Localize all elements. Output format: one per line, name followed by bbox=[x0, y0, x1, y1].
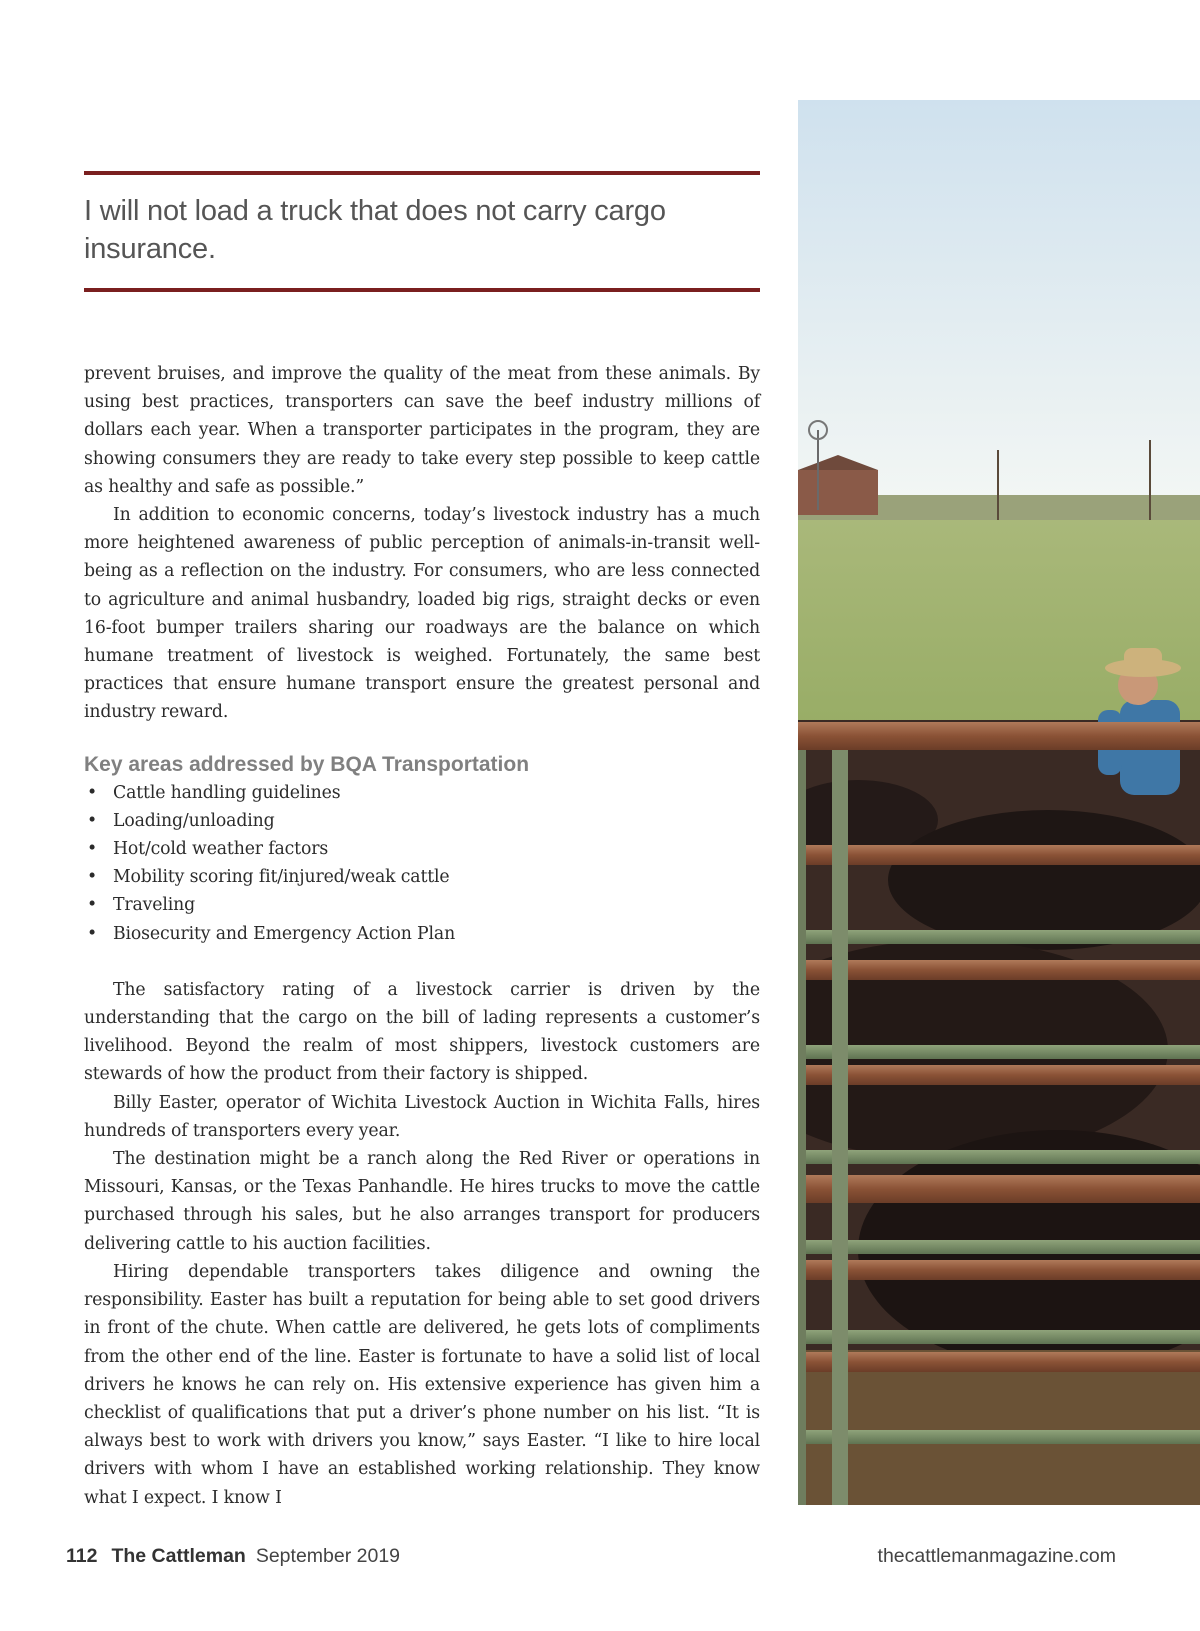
bullet-icon: • bbox=[87, 923, 98, 944]
pull-quote: I will not load a truck that does not carry cargo insurance. bbox=[84, 195, 666, 265]
article-paragraph: In addition to economic concerns, today’s livestock industry has a much more heightened awareness of public perception of animals-in-transit well-being as a reflection on the industry. For consumers, who are less connected to agriculture and animal husbandry, loaded big rigs, straight decks or even 16-foot bumper trailers sharing our roadways are the balance on which humane treatment of livestock is weighed. Fortunately, the same best practices that ensure humane transport ensure the greatest personal and industry reward. bbox=[84, 505, 760, 723]
article-paragraph: Hiring dependable transporters takes diligence and owning the responsibility. Easter has built a reputation for being able to set good drivers in front of the chute. When cattle are delivered, he gets lots of compliments from the other end of the line. Easter is fortunate to have a solid list of local drivers he knows he can rely on. His extensive experience has given him a checklist of qualifications that put a driver’s phone number on his list. “It is always best to work with drivers you know,” says Easter. “I like to hire local drivers with whom I have an established working relationship. They know what I expect. I know I bbox=[84, 1261, 760, 1508]
bullet-icon: • bbox=[87, 895, 98, 916]
bullet-icon: • bbox=[87, 782, 98, 803]
key-areas-list bbox=[84, 779, 760, 948]
key-areas-heading: Key areas addressed by BQA Transportation bbox=[84, 752, 530, 776]
pullquote-bottom-rule bbox=[84, 288, 760, 292]
website-url: thecattlemanmagazine.com bbox=[877, 1545, 1116, 1567]
article-body bbox=[84, 360, 760, 1512]
list-item-text: Cattle handling guidelines bbox=[113, 782, 341, 803]
list-item-text: Traveling bbox=[113, 895, 195, 916]
bullet-icon: • bbox=[87, 810, 98, 831]
list-item bbox=[84, 807, 760, 835]
list-item bbox=[84, 835, 760, 863]
cattle-pen-photo bbox=[798, 100, 1200, 1505]
list-item bbox=[84, 920, 760, 948]
bullet-icon: • bbox=[87, 839, 98, 860]
photo-illustration bbox=[798, 100, 1200, 1505]
spacer bbox=[84, 948, 760, 976]
pullquote-top-rule bbox=[84, 171, 760, 175]
page-footer-left bbox=[66, 1545, 400, 1568]
page-number: 112 bbox=[66, 1545, 98, 1567]
magazine-name: The Cattleman bbox=[111, 1545, 246, 1567]
list-item-text: Hot/cold weather factors bbox=[113, 839, 329, 860]
list-item-text: Biosecurity and Emergency Action Plan bbox=[113, 923, 456, 944]
article-paragraph: prevent bruises, and improve the quality of the meat from these animals. By using best practices, transporters can save the beef industry millions of dollars each year. When a transporter participates in the program, they are showing consumers they are ready to take every step possible to keep cattle as healthy and safe as possible.” bbox=[84, 364, 760, 497]
list-item bbox=[84, 863, 760, 891]
article-paragraph: The destination might be a ranch along the Red River or operations in Missouri, Kansas, or the Texas Panhandle. He hires trucks to move the cattle purchased through his sales, but he also arranges transport for producers delivering cattle to his auction facilities. bbox=[84, 1149, 760, 1254]
list-item bbox=[84, 891, 760, 919]
list-item bbox=[84, 779, 760, 807]
issue-date: September 2019 bbox=[255, 1545, 401, 1567]
article-paragraph: Billy Easter, operator of Wichita Livestock Auction in Wichita Falls, hires hundreds of transporters every year. bbox=[84, 1092, 760, 1141]
list-item-text: Loading/unloading bbox=[113, 810, 275, 831]
list-item-text: Mobility scoring fit/injured/weak cattle bbox=[113, 867, 450, 888]
article-paragraph: The satisfactory rating of a livestock carrier is driven by the understanding that the cargo on the bill of lading represents a customer’s livelihood. Beyond the realm of most shippers, livestock customers are stewards of how the product from their factory is shipped. bbox=[84, 979, 760, 1085]
bullet-icon: • bbox=[87, 867, 98, 888]
